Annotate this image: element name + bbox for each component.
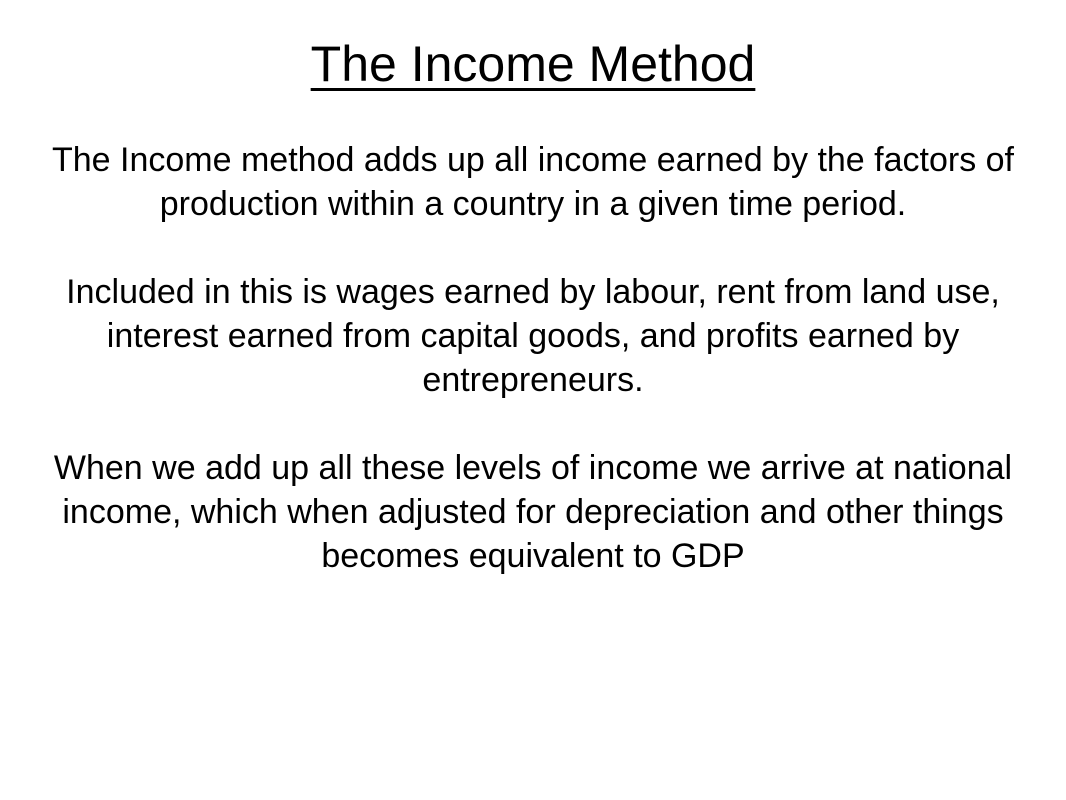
slide-title-text: The Income Method	[310, 36, 756, 92]
paragraph-definition: The Income method adds up all income earned by the factors of production within a country in a given time period.	[52, 141, 1014, 223]
paragraph-components: Included in this is wages earned by labour, rent from land use, interest earned from capital goods, and profits earned by entrepreneurs.	[66, 273, 1000, 399]
slide-title	[0, 34, 1066, 94]
slide-body	[20, 138, 1046, 578]
paragraph-spacer	[20, 402, 1046, 446]
paragraph-national-income: When we add up all these levels of income we arrive at national income, which when adjusted for depreciation and other things becomes equivalent to GDP	[53, 449, 1013, 575]
paragraph-spacer	[20, 226, 1046, 270]
